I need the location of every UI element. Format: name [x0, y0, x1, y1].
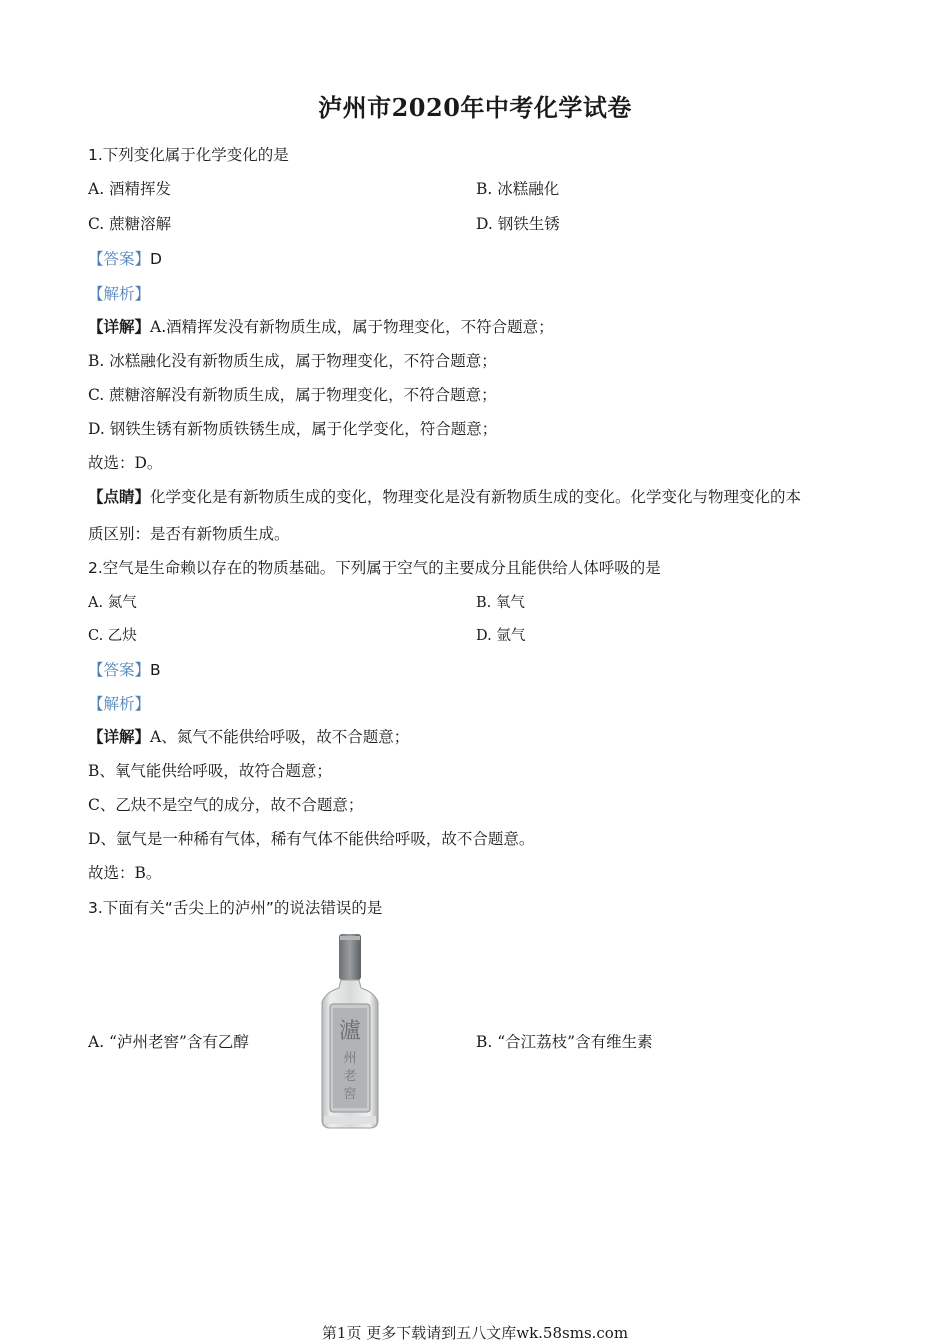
question-3-stem: 3.下面有关“舌尖上的泸州”的说法错误的是 [88, 899, 383, 917]
answer-value: D [150, 250, 162, 268]
question-1-detail-line-1: 【详解】A.酒精挥发没有新物质生成，属于物理变化，不符合题意； [88, 317, 554, 336]
question-1-detail-line-2: B. 冰糕融化没有新物质生成，属于物理变化，不符合题意； [88, 352, 497, 370]
question-1-option-c: C. 蔗糖溶解 [88, 215, 172, 233]
question-1-detail-line-3: C. 蔗糖溶解没有新物质生成，属于物理变化，不符合题意； [88, 386, 497, 404]
bottle-label-text-2: 州 [343, 1051, 357, 1066]
question-2-option-c: C. 乙炔 [88, 628, 137, 644]
page-title: 泸州市2020年中考化学试卷 [318, 93, 632, 122]
bottle-label-text-3: 老 [343, 1069, 357, 1084]
question-1-choice: 故选：D。 [88, 454, 163, 472]
question-1-option-a: A. 酒精挥发 [88, 180, 172, 198]
question-2-detail-line-1: 【详解】A、氮气不能供给呼吸，故不合题意； [88, 727, 410, 746]
question-2-detail-line-2: B、氧气能供给呼吸，故符合题意； [88, 762, 332, 780]
question-1-option-d: D. 钢铁生锈 [476, 215, 560, 233]
question-1-comment-line-2: 质区别：是否有新物质生成。 [88, 525, 290, 543]
detail-tag: 【详解】 [88, 727, 151, 746]
question-1-option-b: B. 冰糕融化 [476, 180, 560, 198]
question-3-option-a: A. “泸州老窖”含有乙醇 [88, 1033, 249, 1051]
question-1-comment-line-1: 【点睛】化学变化是有新物质生成的变化，物理变化是没有新物质生成的变化。化学变化与物理变化的本 [88, 487, 802, 506]
question-2-stem: 2.空气是生命赖以存在的物质基础。下列属于空气的主要成分且能供给人体呼吸的是 [88, 559, 661, 577]
question-3-option-b: B. “合江荔枝”含有维生素 [476, 1033, 653, 1051]
question-2-option-d: D. 氩气 [476, 628, 526, 644]
question-2-option-b: B. 氧气 [476, 595, 525, 611]
question-2-analysis-tag: 【解析】 [88, 695, 151, 713]
bottle-label-text-1: 瀘 [338, 1019, 362, 1044]
question-1-stem: 1.下列变化属于化学变化的是 [88, 146, 289, 164]
question-2-detail-line-4: D、氩气是一种稀有气体，稀有气体不能供给呼吸，故不合题意。 [88, 830, 535, 848]
question-1-analysis-tag: 【解析】 [88, 285, 151, 303]
answer-tag: 【答案】 [88, 250, 151, 268]
question-2-choice: 故选：B。 [88, 864, 162, 882]
answer-value: B [150, 661, 161, 679]
question-2-detail-line-3: C、乙炔不是空气的成分，故不合题意； [88, 796, 364, 814]
detail-tag: 【详解】 [88, 317, 151, 336]
page-footer: 第1页 更多下载请到五八文库wk.58sms.com [321, 1324, 629, 1342]
comment-tag: 【点睛】 [88, 487, 151, 506]
answer-tag: 【答案】 [88, 661, 151, 679]
question-2-option-a: A. 氮气 [88, 595, 137, 611]
question-2-answer [88, 660, 161, 680]
liquor-bottle-image [312, 930, 388, 1136]
question-1-detail-line-4: D. 钢铁生锈有新物质铁锈生成，属于化学变化，符合题意； [88, 420, 498, 438]
bottle-label-text-4: 窖 [343, 1087, 357, 1102]
question-1-answer [88, 249, 162, 269]
